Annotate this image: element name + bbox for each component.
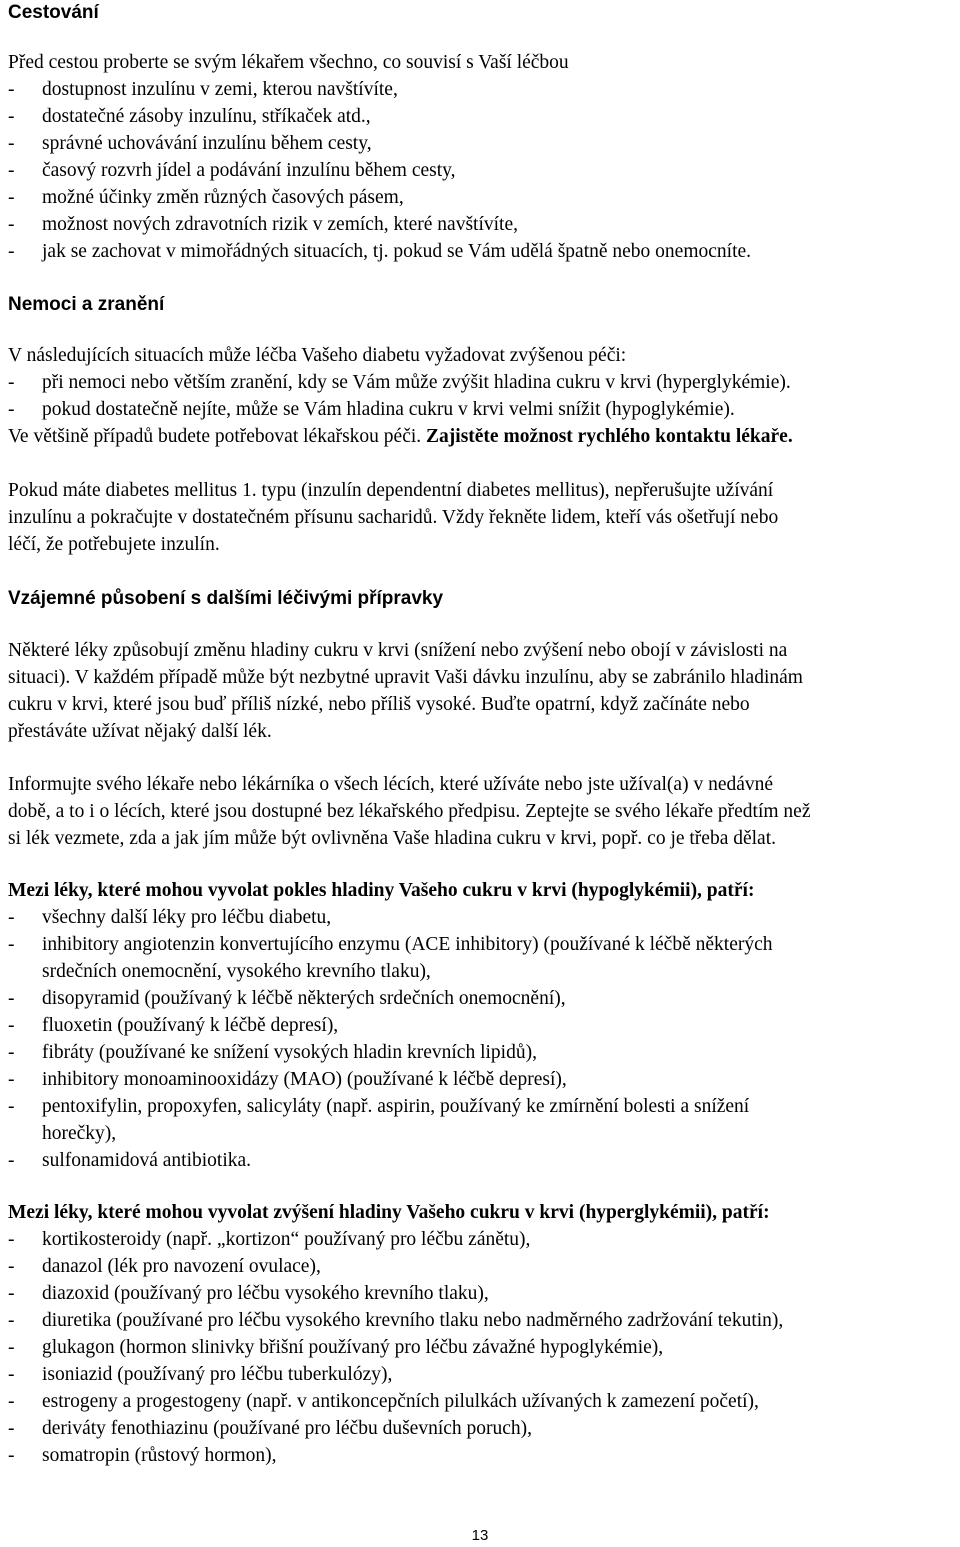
list-item: - možnost nových zdravotních rizik v zemích, které navštívíte,: [8, 214, 518, 235]
paragraph-line: Některé léky způsobují změnu hladiny cukru v krvi (snížení nebo zvýšení nebo obojí v závislosti na: [8, 640, 788, 661]
page-number: 13: [471, 1527, 489, 1544]
list-item: - deriváty fenothiazinu (používané pro léčbu duševních poruch),: [8, 1418, 533, 1439]
list-item: - isoniazid (používaný pro léčbu tuberkulózy),: [8, 1364, 393, 1385]
paragraph-line: Pokud máte diabetes mellitus 1. typu (inzulín dependentní diabetes mellitus), nepřerušujte užívání: [8, 480, 774, 501]
list-item: - pokud dostatečně nejíte, může se Vám hladina cukru v krvi velmi snížit (hypoglykémie).: [8, 399, 735, 420]
travel-intro: Před cestou proberte se svým lékařem všechno, co souvisí s Vaší léčbou: [8, 52, 569, 73]
illness-note: Ve většině případů budete potřebovat lékařskou péči. Zajistěte možnost rychlého kontaktu lékaře.: [8, 426, 793, 447]
list-item: - při nemoci nebo větším zranění, kdy se Vám může zvýšit hladina cukru v krvi (hyperglykémie).: [8, 372, 791, 393]
list-item: - inhibitory angiotenzin konvertujícího enzymu (ACE inhibitory) (používané k léčbě některých: [8, 934, 773, 955]
heading-interactions: Vzájemné působení s dalšími léčivými přípravky: [8, 588, 444, 609]
list-item: - kortikosteroidy (např. „kortizon“ používaný pro léčbu zánětu),: [8, 1229, 531, 1250]
list-item: - dostupnost inzulínu v zemi, kterou navštívíte,: [8, 79, 398, 100]
list-item: - fluoxetin (používaný k léčbě depresí),: [8, 1015, 339, 1036]
list-item: - disopyramid (používaný k léčbě některých srdečních onemocnění),: [8, 988, 566, 1009]
paragraph-line: přestáváte užívat nějaký další lék.: [8, 721, 272, 742]
list-item: - inhibitory monoaminooxidázy (MAO) (používané k léčbě depresí),: [8, 1069, 567, 1090]
list-item: - danazol (lék pro navození ovulace),: [8, 1256, 321, 1277]
paragraph-line: situaci). V každém případě může být nezbytné upravit Vaši dávku inzulínu, aby se zabránilo hladinám: [8, 667, 803, 688]
heading-travel: Cestování: [8, 2, 99, 23]
list-item: - správné uchovávání inzulínu během cesty,: [8, 133, 372, 154]
paragraph-line: si lék vezmete, zda a jak jím může být ovlivněna Vaše hladina cukru v krvi, popř. co je třeba dělat.: [8, 828, 777, 849]
list-item: - jak se zachovat v mimořádných situacích, tj. pokud se Vám udělá špatně nebo onemocníte.: [8, 241, 752, 262]
heading-hypoglycemia-drugs: Mezi léky, které mohou vyvolat pokles hladiny Vašeho cukru v krvi (hypoglykémii), patří:: [8, 880, 755, 901]
list-item: - dostatečné zásoby inzulínu, stříkaček atd.,: [8, 106, 371, 127]
heading-hyperglycemia-drugs: Mezi léky, které mohou vyvolat zvýšení hladiny Vašeho cukru v krvi (hyperglykémii), patří:: [8, 1202, 770, 1223]
list-item: - diazoxid (používaný pro léčbu vysokého krevního tlaku),: [8, 1283, 489, 1304]
list-item: - somatropin (růstový hormon),: [8, 1445, 277, 1466]
list-item: - sulfonamidová antibiotika.: [8, 1150, 252, 1171]
paragraph-line: Informujte svého lékaře nebo lékárníka o všech lécích, které užíváte nebo jste užíval(a) v nedávné: [8, 774, 774, 795]
list-item: - fibráty (používané ke snížení vysokých hladin krevních lipidů),: [8, 1042, 537, 1063]
list-item: - časový rozvrh jídel a podávání inzulínu během cesty,: [8, 160, 456, 181]
list-item: - pentoxifylin, propoxyfen, salicyláty (např. aspirin, používaný ke zmírnění bolesti a snížení: [8, 1096, 750, 1117]
list-item: - glukagon (hormon slinivky břišní používaný pro léčbu závažné hypoglykémie),: [8, 1337, 664, 1358]
list-item: - diuretika (používané pro léčbu vysokého krevního tlaku nebo nadměrného zadržování tekutin),: [8, 1310, 784, 1331]
illness-intro: V následujících situacích může léčba Vašeho diabetu vyžadovat zvýšenou péči:: [8, 345, 627, 366]
paragraph-line: léčí, že potřebujete inzulín.: [8, 534, 220, 555]
list-item: - estrogeny a progestogeny (např. v antikoncepčních pilulkách užívaných k zamezení početí),: [8, 1391, 759, 1412]
heading-illness: Nemoci a zranění: [8, 294, 165, 315]
list-item: - možné účinky změn různých časových pásem,: [8, 187, 404, 208]
paragraph-line: době, a to i o lécích, které jsou dostupné bez lékařského předpisu. Zeptejte se svého lékaře předtím než: [8, 801, 811, 822]
paragraph-line: inzulínu a pokračujte v dostatečném přísunu sacharidů. Vždy řekněte lidem, kteří vás ošetřují nebo: [8, 507, 779, 528]
paragraph-line: cukru v krvi, které jsou buď příliš nízké, nebo příliš vysoké. Buďte opatrní, když začínáte nebo: [8, 694, 750, 715]
list-item: - všechny další léky pro léčbu diabetu,: [8, 907, 332, 928]
